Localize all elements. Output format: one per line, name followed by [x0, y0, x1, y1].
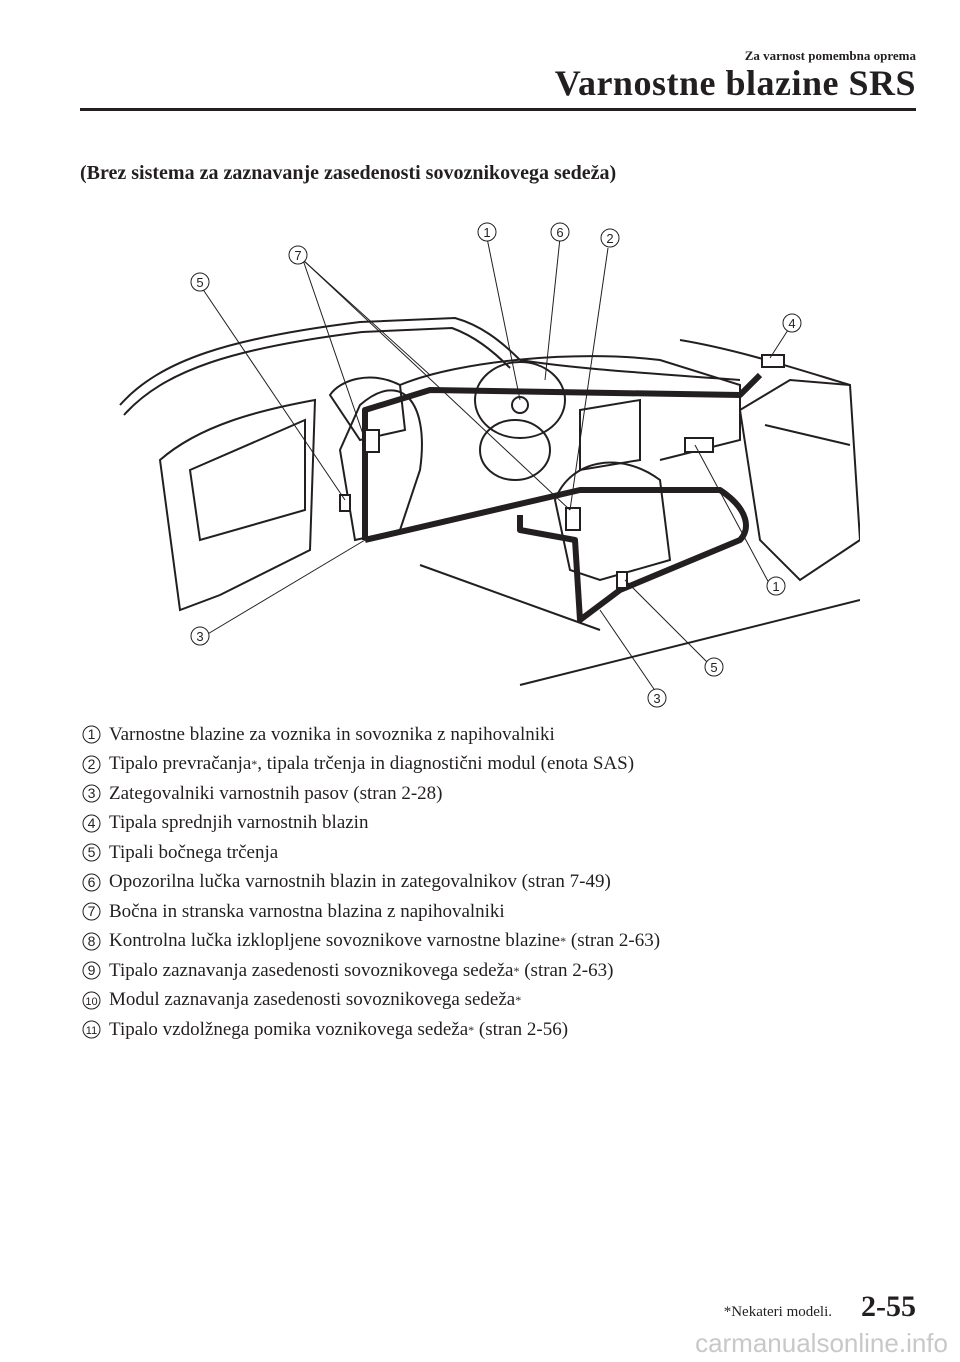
legend-text: Modul zaznavanja zasedenosti sovoznikovega sedeža	[109, 989, 516, 1011]
front-sensor-box	[762, 355, 784, 367]
svg-text:1: 1	[87, 726, 96, 743]
svg-text:4: 4	[788, 316, 796, 331]
svg-text:3: 3	[196, 629, 204, 644]
legend-text: Bočna in stranska varnostna blazina z napihovalniki	[109, 900, 505, 922]
header-section-label: Za varnost pomembna oprema	[744, 48, 916, 63]
legend-text: Varnostne blazine za voznika in sovoznika z napihovalniki	[109, 723, 555, 745]
svg-text:2: 2	[606, 231, 614, 246]
svg-text:6: 6	[556, 225, 564, 240]
legend-item	[82, 868, 902, 898]
callout-1-top	[478, 223, 496, 241]
legend-item	[82, 779, 902, 809]
floor-line	[420, 565, 600, 630]
svg-text:1: 1	[772, 579, 780, 594]
legend-text-suffix: (stran 2-56)	[474, 1018, 569, 1040]
callout-3-right	[648, 689, 666, 707]
header-divider	[80, 108, 916, 111]
legend-text: Zategovalniki varnostnih pasov (stran 2-28)	[109, 782, 443, 804]
legend-item: 9 Tipalo zaznavanja zasedenosti sovoznikovega sedeža * (stran 2-63)	[82, 956, 902, 986]
number-circle-icon	[82, 1020, 101, 1039]
legend-text: Tipalo prevračanja	[109, 753, 252, 775]
svg-text:10: 10	[85, 995, 98, 1008]
sill-line	[520, 600, 860, 685]
passenger-seatback	[480, 420, 550, 480]
legend-text-suffix: (stran 2-63)	[519, 959, 614, 981]
callout-4	[783, 314, 801, 332]
legend-item	[82, 838, 902, 868]
svg-text:5: 5	[87, 844, 96, 861]
legend-text: Opozorilna lučka varnostnih blazin in zategovalnikov (stran 7-49)	[109, 871, 611, 893]
page-number: 2-55	[861, 1290, 916, 1323]
svg-text:7: 7	[294, 248, 302, 263]
center-console	[580, 400, 640, 470]
subheading: (Brez sistema za zaznavanje zasedenosti sovoznikovega sedeža)	[80, 162, 617, 184]
roof-rail-inner	[124, 328, 510, 415]
number-circle-icon	[82, 755, 101, 774]
callout-7	[289, 246, 307, 264]
svg-text:7: 7	[87, 903, 96, 920]
watermark: carmanualsonline.info	[695, 1328, 948, 1358]
callout-5-left	[191, 273, 209, 291]
svg-text:3: 3	[87, 785, 96, 802]
side-sensor-left	[340, 495, 350, 511]
front-door	[740, 380, 860, 580]
number-circle-icon	[82, 991, 101, 1010]
legend-item: 2 Tipalo prevračanja * , tipala trčenja in diagnostični modul (enota SAS)	[82, 750, 902, 780]
number-circle-icon	[82, 902, 101, 921]
callout-3-left	[191, 627, 209, 645]
svg-text:5: 5	[710, 660, 718, 675]
driver-seat	[340, 390, 422, 540]
legend-text-suffix: , tipala trčenja in diagnostični modul (enota SAS)	[257, 753, 635, 775]
legend-item: 8 Kontrolna lučka izklopljene sovoznikove varnostne blazine * (stran 2-63)	[82, 927, 902, 957]
legend-text: Tipalo zaznavanja zasedenosti sovoznikovega sedeža	[109, 959, 514, 981]
page-title: Varnostne blazine SRS	[554, 63, 916, 103]
svg-text:1: 1	[483, 225, 491, 240]
legend-text-suffix: (stran 2-63)	[566, 930, 661, 952]
rear-window	[190, 420, 305, 540]
callout-2	[601, 229, 619, 247]
number-circle-icon	[82, 961, 101, 980]
rollover-sensor-box	[685, 438, 713, 452]
callout-5-right	[705, 658, 723, 676]
svg-text:11: 11	[85, 1025, 98, 1038]
svg-text:5: 5	[196, 275, 204, 290]
legend-text: Tipali bočnega trčenja	[109, 841, 279, 863]
legend-item: 10 Modul zaznavanja zasedenosti sovoznikovega sedeža *	[82, 986, 902, 1016]
number-circle-icon	[82, 932, 101, 951]
number-circle-icon	[82, 814, 101, 833]
rear-door	[160, 400, 315, 610]
passenger-airbag-module	[566, 508, 580, 530]
number-circle-icon	[82, 843, 101, 862]
callout-1-right	[767, 577, 785, 595]
legend-text: Kontrolna lučka izklopljene sovoznikove varnostne blazine	[109, 930, 561, 952]
svg-text:2: 2	[87, 755, 96, 772]
svg-text:3: 3	[653, 691, 661, 706]
svg-text:4: 4	[87, 814, 96, 831]
airbag-system-diagram	[100, 210, 860, 710]
svg-text:9: 9	[87, 962, 96, 979]
windshield-pillar	[520, 360, 740, 380]
number-circle-icon	[82, 725, 101, 744]
side-airbag-module	[365, 430, 379, 452]
footnote: *Nekateri modeli.	[723, 1304, 832, 1320]
legend-item	[82, 720, 902, 750]
component-legend	[82, 720, 902, 1045]
legend-item: 11 Tipalo vzdolžnega pomika voznikovega sedeža * (stran 2-56)	[82, 1015, 902, 1045]
svg-text:6: 6	[87, 873, 96, 890]
svg-text:8: 8	[87, 932, 96, 949]
callout-6	[551, 223, 569, 241]
legend-text: Tipalo vzdolžnega pomika voznikovega sedeža	[109, 1018, 469, 1040]
number-circle-icon	[82, 873, 101, 892]
legend-text: Tipala sprednjih varnostnih blazin	[109, 812, 369, 834]
number-circle-icon	[82, 784, 101, 803]
door-trim	[765, 425, 850, 445]
legend-item	[82, 897, 902, 927]
legend-item	[82, 809, 902, 839]
